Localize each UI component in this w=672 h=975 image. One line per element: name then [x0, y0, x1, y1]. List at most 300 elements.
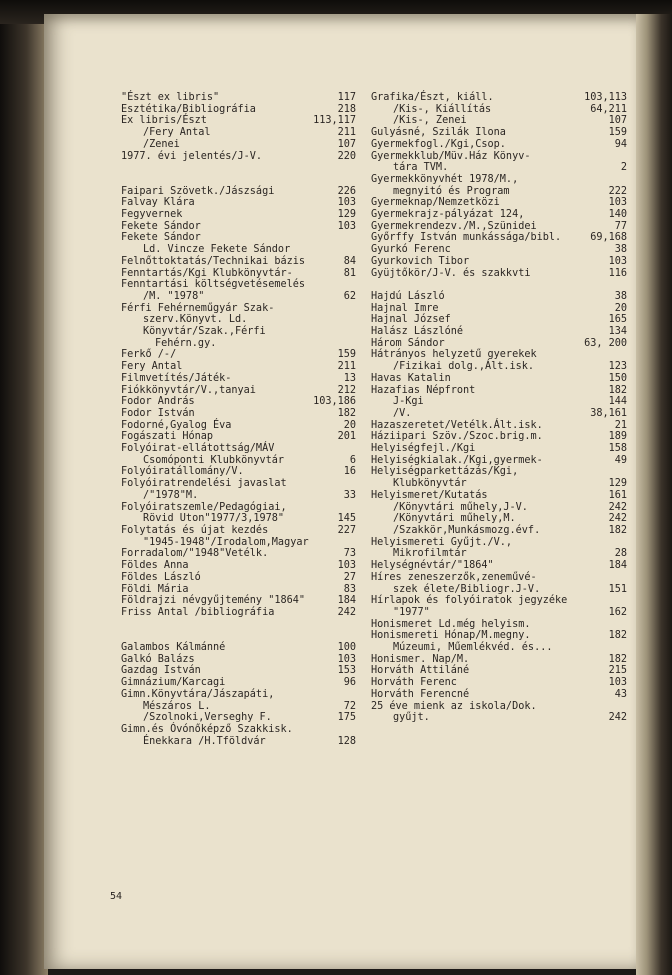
entry-term: /Kis-, Zenei: [393, 115, 467, 127]
entry-term: Gazdag István: [121, 665, 201, 677]
index-entry: [371, 525, 627, 537]
index-entry: [371, 619, 627, 631]
entry-term: Énekkara /H.Tföldvár: [143, 735, 266, 747]
entry-term: /Fizikai dolg.,Ált.isk.: [393, 361, 535, 373]
entry-page-numbers: 182: [608, 525, 627, 536]
index-entry: [121, 256, 356, 268]
entry-term: Gimn.Könyvtára/Jászapáti,: [121, 688, 275, 700]
index-entry: [371, 244, 627, 256]
entry-page-numbers: 222: [608, 185, 627, 197]
entry-page-numbers: 103: [337, 560, 356, 572]
entry-page-numbers: 184: [608, 560, 627, 572]
index-entry: [371, 197, 627, 209]
index-entry: [371, 139, 627, 151]
index-entry: [121, 151, 356, 163]
entry-gap: [121, 619, 356, 631]
entry-page-numbers: 62: [343, 290, 356, 302]
entry-page-numbers: 211: [337, 127, 356, 139]
entry-page-numbers: 215: [608, 665, 627, 677]
entry-page-numbers: 182: [608, 653, 627, 665]
entry-term: Havas Katalin: [371, 372, 451, 384]
entry-term: Gulyásné, Szilák Ilona: [371, 127, 506, 139]
entry-page-numbers: 182: [337, 407, 356, 419]
index-entry: [121, 560, 356, 572]
entry-term: Mészáros L.: [143, 700, 211, 712]
entry-page-numbers: 113,117: [313, 115, 356, 127]
entry-page-numbers: 43: [614, 688, 627, 700]
index-entry: [121, 338, 356, 350]
entry-term: /Szakkör,Munkásmozg.évf.: [393, 525, 541, 536]
entry-page-numbers: 182: [608, 384, 627, 396]
index-entry: [371, 420, 627, 432]
index-entry: [121, 303, 356, 315]
index-entry: [371, 151, 627, 163]
index-entry: [371, 701, 627, 713]
entry-page-numbers: 211: [337, 361, 356, 373]
entry-term: Faipari Szövetk./Jászsági: [121, 185, 275, 197]
index-entry: [371, 572, 627, 584]
entry-page-numbers: 13: [343, 372, 356, 384]
entry-page-numbers: 6: [349, 454, 356, 466]
entry-page-numbers: 103: [337, 197, 356, 209]
index-entry: [121, 396, 356, 408]
index-entry: [371, 642, 627, 654]
entry-term: Gyermekfogl./Kgi,Csop.: [371, 138, 506, 150]
index-entry: [121, 197, 356, 209]
entry-page-numbers: 49: [614, 454, 627, 466]
index-entry: [121, 607, 356, 619]
entry-page-numbers: 20: [343, 419, 356, 431]
index-entry: [371, 338, 627, 350]
entry-term: "1945-1948"/Irodalom,Magyar: [143, 536, 309, 548]
entry-page-numbers: 63, 200: [584, 337, 627, 349]
index-entry: [371, 373, 627, 385]
entry-term: Helyiségkialak./Kgi,gyermek-: [371, 454, 543, 466]
index-entry: [121, 92, 356, 104]
index-entry: [371, 513, 627, 525]
entry-page-numbers: 158: [608, 443, 627, 455]
entry-page-numbers: 151: [608, 583, 627, 595]
index-entry: [121, 724, 356, 736]
index-entry: [371, 607, 627, 619]
index-entry: [371, 478, 627, 490]
entry-term: Háziipari Szöv./Szoc.brig.m.: [371, 431, 543, 443]
binding-shadow: [0, 0, 48, 975]
entry-page-numbers: 107: [337, 138, 356, 150]
index-entry: [371, 712, 627, 724]
entry-term: Honismer. Nap/M.: [371, 653, 470, 665]
entry-term: /Zenei: [143, 138, 180, 150]
index-entry: [371, 466, 627, 478]
entry-term: Gimnázium/Karcagi: [121, 677, 226, 689]
index-entry: [121, 572, 356, 584]
entry-page-numbers: 38,161: [590, 407, 627, 419]
index-entry: [121, 665, 356, 677]
index-entry: [371, 127, 627, 139]
entry-term: Esztétika/Bibliográfia: [121, 103, 256, 115]
entry-page-numbers: 153: [337, 665, 356, 677]
index-entry: [121, 490, 356, 502]
index-entry: [371, 537, 627, 549]
entry-page-numbers: 38: [614, 244, 627, 256]
index-entry: [371, 677, 627, 689]
entry-page-numbers: 27: [343, 571, 356, 583]
entry-term: Fegyvernek: [121, 209, 183, 220]
index-entry: [121, 361, 356, 373]
entry-term: Könyvtár/Szak.,Férfi: [143, 326, 266, 338]
entry-term: Fiókkönyvtár/V.,tanyai: [121, 384, 256, 396]
entry-term: Halász Lászlóné: [371, 326, 464, 338]
entry-term: Hajnal Imre: [371, 302, 439, 314]
index-entry: [121, 701, 356, 713]
entry-page-numbers: 94: [614, 138, 627, 150]
entry-page-numbers: 103: [608, 255, 627, 267]
entry-term: Friss Antal /bibliográfia: [121, 606, 275, 618]
entry-term: Gyüjtőkör/J-V. és szakkvti: [371, 267, 531, 279]
entry-page-numbers: 73: [343, 548, 356, 560]
entry-gap: [121, 162, 356, 174]
index-entry: [371, 490, 627, 502]
index-entry: [121, 139, 356, 151]
entry-term: Folytatás és újat kezdés: [121, 524, 269, 536]
entry-page-numbers: 84: [343, 255, 356, 267]
entry-gap: [371, 279, 627, 291]
index-entry: [371, 174, 627, 186]
entry-page-numbers: 150: [608, 372, 627, 384]
entry-page-numbers: 226: [337, 185, 356, 197]
entry-gap: [121, 630, 356, 642]
entry-term: /"1978"M.: [143, 489, 199, 501]
entry-term: Helyiségparkettázás/Kgi,: [371, 466, 519, 478]
index-entry: [121, 443, 356, 455]
index-entry: [121, 584, 356, 596]
index-entry: [371, 502, 627, 514]
index-entry: [121, 466, 356, 478]
index-entry: [121, 314, 356, 326]
entry-term: Helységnévtár/"1864": [371, 560, 494, 572]
entry-page-numbers: 28: [614, 548, 627, 560]
entry-term: Honismereti Hónap/M.megny.: [371, 630, 531, 642]
index-entry: [121, 291, 356, 303]
entry-term: Ld. Vincze Fekete Sándor: [143, 244, 291, 256]
entry-page-numbers: 107: [608, 115, 627, 127]
index-entry: [371, 560, 627, 572]
entry-term: /M. "1978": [143, 290, 205, 302]
index-entry: [371, 303, 627, 315]
index-entry: [371, 186, 627, 198]
index-entry: [121, 455, 356, 467]
index-column-left: [121, 92, 356, 747]
entry-page-numbers: 184: [337, 595, 356, 607]
entry-term: Felnőttoktatás/Technikai bázis: [121, 255, 306, 267]
index-entry: [371, 455, 627, 467]
entry-term: Galkó Balázs: [121, 653, 195, 665]
entry-page-numbers: 38: [614, 290, 627, 302]
index-entry: [371, 291, 627, 303]
entry-page-numbers: 20: [614, 302, 627, 314]
index-entry: [371, 548, 627, 560]
entry-page-numbers: 72: [343, 700, 356, 712]
index-entry: [371, 431, 627, 443]
entry-page-numbers: 220: [337, 150, 356, 162]
index-column-right: [371, 92, 627, 724]
entry-page-numbers: 175: [337, 712, 356, 724]
entry-term: Klubkönyvtár: [393, 478, 467, 490]
entry-page-numbers: 64,211: [590, 103, 627, 115]
index-entry: [121, 221, 356, 233]
entry-term: Gyermekrajz-pályázat 124,: [371, 209, 525, 221]
entry-page-numbers: 218: [337, 103, 356, 115]
entry-term: Fekete Sándor: [121, 220, 201, 232]
index-entry: [371, 232, 627, 244]
entry-page-numbers: 16: [343, 466, 356, 478]
entry-term: Gimn.és Óvónőképző Szakkisk.: [121, 723, 293, 735]
entry-page-numbers: 128: [337, 735, 356, 747]
index-entry: [121, 244, 356, 256]
entry-page-numbers: 103: [337, 653, 356, 665]
index-entry: [121, 654, 356, 666]
index-entry: [121, 349, 356, 361]
entry-page-numbers: 162: [608, 606, 627, 618]
entry-term: 1977. évi jelentés/J-V.: [121, 150, 263, 162]
entry-page-numbers: 182: [608, 630, 627, 642]
entry-term: Híres zeneszerzők,zeneművé-: [371, 571, 537, 583]
entry-term: megnyitó és Program: [393, 185, 510, 197]
index-entry: [371, 349, 627, 361]
entry-page-numbers: 96: [343, 677, 356, 689]
entry-term: Folyóiratrendelési javaslat: [121, 478, 287, 490]
entry-term: /Fery Antal: [143, 127, 211, 139]
entry-page-numbers: 2: [620, 162, 627, 174]
entry-term: Fodorné,Gyalog Éva: [121, 419, 232, 431]
entry-page-numbers: 145: [337, 513, 356, 525]
entry-term: Hazaszeretet/Vetélk.Ált.isk.: [371, 419, 543, 431]
index-entry: [371, 689, 627, 701]
index-entry: [371, 361, 627, 373]
entry-term: /Könyvtári műhely,J-V.: [393, 501, 528, 513]
index-entry: [371, 396, 627, 408]
entry-term: Horváth Attiláné: [371, 665, 470, 677]
entry-term: Fery Antal: [121, 361, 183, 373]
entry-term: Gyermekrendezv./M.,Szünidei: [371, 220, 537, 232]
entry-term: Fenntartási költségvetésemelés: [121, 279, 306, 291]
entry-term: /Kis-, Kiállítás: [393, 103, 492, 115]
entry-term: szerv.Könyvt. Ld.: [143, 314, 248, 326]
index-entry: [371, 630, 627, 642]
entry-term: Gyurkovich Tibor: [371, 255, 470, 267]
entry-term: "1977": [393, 606, 430, 618]
index-entry: [371, 314, 627, 326]
entry-term: Gyermekkönyvhét 1978/M.,: [371, 173, 519, 185]
index-entry: [121, 689, 356, 701]
entry-term: Hátrányos helyzetű gyerekek: [371, 349, 537, 361]
entry-page-numbers: 159: [337, 349, 356, 361]
entry-term: Győrffy István munkássága/bibl.: [371, 232, 562, 244]
index-entry: [121, 186, 356, 198]
entry-term: Falvay Klára: [121, 197, 195, 209]
index-entry: [121, 736, 356, 748]
entry-page-numbers: 201: [337, 431, 356, 443]
index-entry: [371, 326, 627, 338]
entry-page-numbers: 134: [608, 326, 627, 338]
index-entry: [121, 525, 356, 537]
entry-page-numbers: 242: [608, 513, 627, 525]
entry-term: "Észt ex libris": [121, 92, 220, 103]
index-entry: [371, 408, 627, 420]
entry-page-numbers: 100: [337, 641, 356, 653]
entry-term: Férfi Fehérneműgyár Szak-: [121, 302, 275, 314]
entry-gap: [121, 174, 356, 186]
entry-page-numbers: 242: [608, 501, 627, 513]
entry-page-numbers: 117: [337, 92, 356, 103]
entry-term: Fogászati Hónap: [121, 431, 214, 443]
entry-term: Fekete Sándor: [121, 232, 201, 244]
entry-term: Rövid Uton"1977/3,1978": [143, 513, 285, 525]
entry-term: Forradalom/"1948"Vetélk.: [121, 548, 269, 560]
entry-term: Fehérn.gy.: [155, 337, 217, 349]
entry-term: Földrajzi névgyűjtemény "1864": [121, 595, 306, 607]
index-entry: [121, 537, 356, 549]
entry-term: Ferkő /-/: [121, 349, 177, 361]
index-entry: [121, 232, 356, 244]
entry-page-numbers: 242: [337, 606, 356, 618]
entry-page-numbers: 242: [608, 712, 627, 724]
entry-page-numbers: 144: [608, 396, 627, 408]
entry-term: Honismeret Ld.még helyism.: [371, 618, 531, 630]
entry-term: Folyóirat-ellátottság/MÁV: [121, 443, 275, 455]
entry-term: Múzeumi, Műemlékvéd. és...: [393, 642, 553, 654]
entry-page-numbers: 103: [608, 677, 627, 689]
entry-term: Filmvetítés/Játék-: [121, 372, 232, 384]
entry-term: Helyismeret/Kutatás: [371, 489, 488, 501]
index-entry: [371, 385, 627, 397]
index-entry: [121, 642, 356, 654]
entry-page-numbers: 33: [343, 489, 356, 501]
entry-page-numbers: 159: [608, 127, 627, 139]
index-entry: [121, 209, 356, 221]
index-entry: [371, 115, 627, 127]
entry-term: Fodor András: [121, 396, 195, 408]
page-number: 54: [110, 891, 123, 902]
index-entry: [371, 256, 627, 268]
page-edge: [636, 14, 672, 975]
entry-term: Folyóiratállomány/V.: [121, 466, 244, 478]
entry-page-numbers: 69,168: [590, 232, 627, 244]
index-entry: [121, 408, 356, 420]
entry-term: Folyóiratszemle/Pedagógiai,: [121, 501, 287, 513]
index-entry: [121, 385, 356, 397]
index-entry: [121, 712, 356, 724]
entry-term: /Szolnoki,Verseghy F.: [143, 712, 272, 724]
index-entry: [371, 595, 627, 607]
entry-page-numbers: 129: [608, 478, 627, 490]
index-entry: [121, 513, 356, 525]
entry-term: Gyurkó Ferenc: [371, 244, 451, 256]
entry-page-numbers: 161: [608, 489, 627, 501]
index-entry: [121, 420, 356, 432]
index-entry: [121, 104, 356, 116]
index-entry: [371, 209, 627, 221]
entry-term: Galambos Kálmánné: [121, 641, 226, 653]
index-entry: [371, 221, 627, 233]
index-entry: [371, 268, 627, 280]
index-entry: [121, 431, 356, 443]
entry-term: Gyermeknap/Nemzetközi: [371, 197, 500, 209]
index-entry: [121, 548, 356, 560]
entry-term: Horváth Ferenc: [371, 677, 457, 689]
entry-term: Földes Anna: [121, 560, 189, 572]
entry-term: Földi Mária: [121, 583, 189, 595]
entry-page-numbers: 140: [608, 209, 627, 221]
entry-page-numbers: 77: [614, 220, 627, 232]
entry-page-numbers: 21: [614, 419, 627, 431]
index-entry: [121, 478, 356, 490]
entry-term: Fenntartás/Kgi Klubkönyvtár-: [121, 267, 293, 279]
index-entry: [121, 268, 356, 280]
entry-term: Hazafias Népfront: [371, 384, 476, 396]
entry-page-numbers: 103: [337, 220, 356, 232]
index-entry: [371, 104, 627, 116]
index-entry: [121, 595, 356, 607]
entry-term: Hajdú László: [371, 290, 445, 302]
entry-page-numbers: 129: [337, 209, 356, 220]
entry-term: J-Kgi: [393, 396, 424, 408]
entry-term: Grafika/Észt, kiáll.: [371, 92, 494, 103]
index-entry: [121, 115, 356, 127]
entry-page-numbers: 103,186: [313, 396, 356, 408]
entry-term: Földes László: [121, 571, 201, 583]
index-entry: [371, 584, 627, 596]
index-entry: [371, 443, 627, 455]
entry-page-numbers: 189: [608, 431, 627, 443]
entry-term: 25 éve mienk az iskola/Dok.: [371, 700, 537, 712]
entry-term: Helyismereti Gyűjt./V.,: [371, 536, 513, 548]
entry-term: Helyiségfejl./Kgi: [371, 443, 476, 455]
entry-term: Hajnal József: [371, 314, 451, 326]
entry-term: Három Sándor: [371, 337, 445, 349]
index-entry: [121, 373, 356, 385]
entry-term: szek élete/Bibliogr.J-V.: [393, 583, 541, 595]
entry-term: Ex libris/Észt: [121, 115, 207, 127]
entry-page-numbers: 81: [343, 267, 356, 279]
index-entry: [121, 279, 356, 291]
entry-term: /Könyvtári műhely,M.: [393, 513, 516, 525]
entry-term: /V.: [393, 407, 412, 419]
entry-term: tára TVM.: [393, 162, 449, 174]
index-entry: [121, 127, 356, 139]
index-entry: [121, 326, 356, 338]
entry-page-numbers: 103,113: [584, 92, 627, 103]
index-entry: [121, 502, 356, 514]
entry-term: Mikrofilmtár: [393, 548, 467, 560]
index-entry: [371, 654, 627, 666]
entry-page-numbers: 103: [608, 197, 627, 209]
entry-term: gyűjt.: [393, 712, 430, 724]
entry-page-numbers: 212: [337, 384, 356, 396]
entry-term: Hírlapok és folyóiratok jegyzéke: [371, 595, 568, 607]
index-entry: [371, 92, 627, 104]
entry-term: Fodor István: [121, 407, 195, 419]
entry-page-numbers: 165: [608, 314, 627, 326]
entry-term: Csomóponti Klubkönyvtár: [143, 454, 285, 466]
entry-term: Gyermekklub/Müv.Ház Könyv-: [371, 150, 531, 162]
index-entry: [121, 677, 356, 689]
entry-page-numbers: 116: [608, 267, 627, 279]
entry-page-numbers: 83: [343, 583, 356, 595]
index-entry: [371, 162, 627, 174]
index-entry: [371, 665, 627, 677]
entry-term: Horváth Ferencné: [371, 688, 470, 700]
